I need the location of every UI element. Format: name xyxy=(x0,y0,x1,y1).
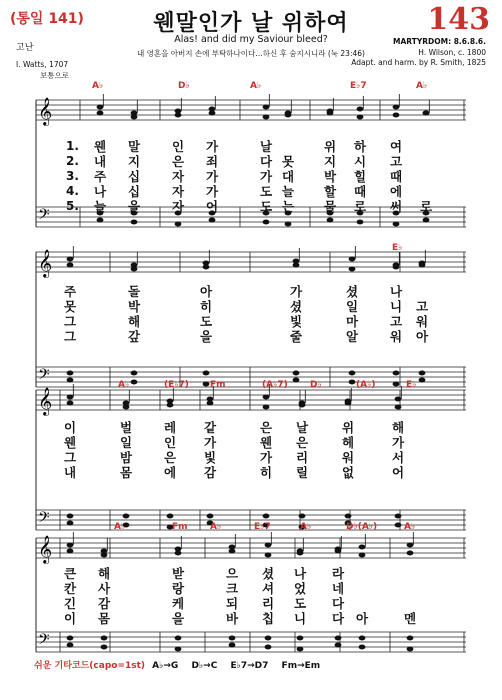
chord-symbol: A♭ xyxy=(300,522,312,532)
notehead xyxy=(265,543,272,548)
notehead xyxy=(393,113,400,118)
lyric-syllable: 아 xyxy=(356,611,369,626)
lyric-syllable: 가 xyxy=(204,435,217,450)
lyric-syllable: 고 xyxy=(416,299,429,314)
notehead xyxy=(299,514,306,519)
lyric-syllable: 날 xyxy=(296,420,309,435)
chord-conversion: A♭→G xyxy=(152,661,179,671)
lyric-syllable: 해 xyxy=(392,420,405,435)
notehead xyxy=(419,263,426,268)
lyric-syllable: 크 xyxy=(226,581,239,596)
lyric-syllable: 가 xyxy=(206,184,219,199)
chord-symbol: Fm xyxy=(210,380,226,390)
notehead xyxy=(67,378,74,383)
notehead xyxy=(349,371,356,376)
lyric-syllable: 일 xyxy=(346,299,359,314)
lyric-syllable: 내 xyxy=(64,465,77,480)
lyric-syllable: 셨 xyxy=(290,299,303,314)
notehead xyxy=(327,218,334,223)
lyric-syllable: 할 xyxy=(324,184,337,199)
notehead xyxy=(345,514,352,519)
notehead xyxy=(67,543,74,548)
lyric-syllable: 고 xyxy=(390,154,403,169)
lyric-syllable: 대 xyxy=(282,169,295,184)
notehead xyxy=(395,397,402,402)
lyric-syllable: 리 xyxy=(262,596,275,611)
lyric-syllable: 었 xyxy=(294,581,307,596)
lyric-syllable: 가 xyxy=(260,450,273,465)
chord-conversion: D♭→C xyxy=(191,661,218,671)
notehead xyxy=(297,551,304,556)
treble-clef-icon: 𝄞 xyxy=(38,97,53,125)
bass-clef-icon: 𝄢 xyxy=(38,509,50,530)
composer-credit: H. Wilson, c. 1800 xyxy=(418,48,486,57)
notehead xyxy=(263,105,270,110)
tune-name: MARTYRDOM: 8.6.8.6. xyxy=(393,37,486,46)
english-title: Alas! and did my Saviour bleed? xyxy=(174,34,328,45)
lyric-syllable: 가 xyxy=(206,169,219,184)
lyric-syllable: 에 xyxy=(390,184,403,199)
lyric-syllable: 웬 xyxy=(64,435,77,450)
notehead xyxy=(209,111,216,116)
notehead xyxy=(327,111,334,116)
lyric-syllable: 헤 xyxy=(342,435,355,450)
lyric-syllable: 나 xyxy=(390,284,403,299)
lyric-syllable: 은 xyxy=(296,435,309,450)
lyric-syllable: 는 xyxy=(282,199,295,214)
lyric-syllable: 가 xyxy=(206,139,219,154)
lyric-syllable: 힐 xyxy=(354,169,367,184)
lyric-syllable: 서 xyxy=(392,450,405,465)
lyric-syllable: 나 xyxy=(294,566,307,581)
lyric-syllable: 가 xyxy=(290,284,303,299)
lyric-syllable: 멘 xyxy=(404,611,417,626)
lyric-syllable: 벌 xyxy=(120,420,133,435)
notehead xyxy=(419,378,426,383)
lyric-syllable: 자 xyxy=(172,169,185,184)
lyric-syllable: 로 xyxy=(420,199,433,214)
notehead xyxy=(263,405,270,410)
lyric-syllable: 긴 xyxy=(64,596,77,611)
chord-symbol: A♭ xyxy=(416,81,428,91)
lyric-syllable: 은 xyxy=(172,154,185,169)
notehead xyxy=(67,549,74,554)
lyric-syllable: 은 xyxy=(260,420,273,435)
lyric-syllable: 인 xyxy=(164,435,177,450)
lyric-syllable: 그 xyxy=(64,329,77,344)
lyric-syllable: 이 xyxy=(64,420,77,435)
notehead xyxy=(131,115,138,120)
notehead xyxy=(393,105,400,110)
notehead xyxy=(285,222,292,227)
treble-clef-icon: 𝄞 xyxy=(38,535,53,563)
lyric-syllable: 랑 xyxy=(172,581,185,596)
notehead xyxy=(357,220,364,225)
notehead xyxy=(297,636,304,641)
notehead xyxy=(349,257,356,262)
lyric-syllable: 워 xyxy=(416,314,429,329)
notehead xyxy=(393,382,400,387)
lyric-syllable: 같 xyxy=(204,420,217,435)
lyric-syllable: 인 xyxy=(172,139,185,154)
notehead xyxy=(293,371,300,376)
lyric-syllable: 써 xyxy=(390,199,403,214)
lyric-syllable: 웬 xyxy=(260,435,273,450)
notehead xyxy=(101,636,108,641)
chord-symbol: D♭ xyxy=(310,380,322,390)
lyric-syllable: 주 xyxy=(64,284,77,299)
hymn-title: 웬말인가 날 위하여 xyxy=(153,11,349,36)
notehead xyxy=(407,543,414,548)
lyric-syllable: 이 xyxy=(64,611,77,626)
notehead xyxy=(67,371,74,376)
lyric-syllable: 늘 xyxy=(282,184,295,199)
lyric-syllable: 십 xyxy=(128,169,141,184)
lyric-syllable: 리 xyxy=(296,450,309,465)
footer-label: 쉬운 기타코드(capo=1st) xyxy=(34,661,146,671)
notehead xyxy=(67,257,74,262)
notehead xyxy=(131,380,138,385)
lyric-syllable: 도 xyxy=(200,314,213,329)
lyric-syllable: 내 xyxy=(94,154,107,169)
chord-symbol: E♭ xyxy=(406,380,417,390)
lyric-syllable: 에 xyxy=(164,465,177,480)
lyric-syllable: 을 xyxy=(172,611,185,626)
chord-symbol: A♭ xyxy=(114,522,126,532)
lyric-syllable: 레 xyxy=(164,420,177,435)
lyric-syllable: 니 xyxy=(294,611,307,626)
notehead xyxy=(359,636,366,641)
notehead xyxy=(359,545,366,550)
lyric-syllable: 마 xyxy=(346,314,359,329)
lyric-syllable: 셨 xyxy=(346,284,359,299)
lyric-syllable: 칸 xyxy=(64,581,77,596)
notehead xyxy=(67,514,74,519)
lyric-syllable: 로 xyxy=(354,199,367,214)
lyric-syllable: 케 xyxy=(172,596,185,611)
lyric-syllable: 릴 xyxy=(296,465,309,480)
bass-clef-icon: 𝄢 xyxy=(38,206,50,227)
notehead xyxy=(357,107,364,112)
lyric-syllable: 그 xyxy=(64,314,77,329)
lyric-syllable: 날 xyxy=(260,139,273,154)
notehead xyxy=(203,371,210,376)
notehead xyxy=(419,371,426,376)
chord-conversion: Fm→Em xyxy=(281,661,321,671)
notehead xyxy=(97,111,104,116)
lyric-syllable: 다 xyxy=(332,611,345,626)
notehead xyxy=(297,647,304,652)
chord-symbol: E♭ xyxy=(392,243,403,253)
chord-symbol: (E♭7) xyxy=(164,380,189,390)
lyric-syllable: 도 xyxy=(260,199,273,214)
notehead xyxy=(359,645,366,650)
notehead xyxy=(349,267,356,272)
lyric-syllable: 때 xyxy=(354,184,367,199)
notehead xyxy=(265,645,272,650)
chord-symbol: E♭7 xyxy=(254,522,271,532)
notehead xyxy=(395,523,402,528)
notehead xyxy=(207,514,214,519)
notehead xyxy=(265,553,272,558)
notehead xyxy=(293,263,300,268)
notehead xyxy=(175,222,182,227)
lyric-syllable: 셨 xyxy=(262,566,275,581)
chord-symbol: D♭(A♭) xyxy=(346,522,378,532)
chord-symbol: A♭ xyxy=(250,81,262,91)
notehead xyxy=(67,401,74,406)
notehead xyxy=(407,647,414,652)
notehead xyxy=(335,643,342,648)
lyric-syllable: 어 xyxy=(206,199,219,214)
lyric-syllable: 해 xyxy=(128,314,141,329)
lyric-syllable: 여 xyxy=(390,139,403,154)
guitar-chord-footer xyxy=(34,658,330,671)
lyric-syllable: 밤 xyxy=(120,450,133,465)
notehead xyxy=(203,382,210,387)
lyric-syllable: 고 xyxy=(390,314,403,329)
notehead xyxy=(175,113,182,118)
lyric-syllable: 다 xyxy=(332,596,345,611)
notehead xyxy=(131,267,138,272)
notehead xyxy=(209,218,216,223)
verse-number: 2. xyxy=(66,154,79,168)
lyric-syllable: 바 xyxy=(226,611,239,626)
lyric-syllable: 니 xyxy=(390,299,403,314)
chord-symbol: (A♭) xyxy=(356,380,376,390)
lyric-syllable: 빛 xyxy=(290,314,303,329)
notehead xyxy=(67,521,74,526)
lyric-syllable: 그 xyxy=(64,450,77,465)
lyric-syllable: 알 xyxy=(346,329,359,344)
tempo-marking: 보통으로 xyxy=(40,71,69,80)
notehead xyxy=(349,380,356,385)
lyric-syllable: 위 xyxy=(324,139,337,154)
notehead xyxy=(263,395,270,400)
notehead xyxy=(175,647,182,652)
notehead xyxy=(123,514,130,519)
notehead xyxy=(203,265,210,270)
lyric-syllable: 감 xyxy=(98,596,111,611)
notehead xyxy=(97,218,104,223)
chord-symbol: Fm xyxy=(172,522,188,532)
lyric-syllable: 도 xyxy=(260,184,273,199)
lyric-syllable: 히 xyxy=(200,299,213,314)
lyric-syllable: 박 xyxy=(324,169,337,184)
lyric-syllable: 워 xyxy=(390,329,403,344)
notehead xyxy=(293,378,300,383)
notehead xyxy=(67,636,74,641)
lyric-syllable: 가 xyxy=(260,169,273,184)
lyric-syllable: 몸 xyxy=(98,611,111,626)
notehead xyxy=(285,113,292,118)
notehead xyxy=(423,111,430,116)
lyric-syllable: 없 xyxy=(342,465,355,480)
notehead xyxy=(265,636,272,641)
notehead xyxy=(345,401,352,406)
treble-clef-icon: 𝄞 xyxy=(38,249,53,277)
lyric-syllable: 위 xyxy=(342,420,355,435)
category-label: 고난 xyxy=(16,43,34,53)
notehead xyxy=(263,514,270,519)
author-credit: I. Watts, 1707 xyxy=(16,60,69,69)
lyric-syllable: 말 xyxy=(128,139,141,154)
lyric-syllable: 줄 xyxy=(290,329,303,344)
lyric-syllable: 물 xyxy=(324,199,337,214)
chord-conversion: E♭7→D7 xyxy=(230,661,269,671)
hymn-number: 143 xyxy=(427,2,490,37)
lyric-syllable: 해 xyxy=(98,566,111,581)
notehead xyxy=(423,218,430,223)
chord-symbol: A♭ xyxy=(210,522,222,532)
lyric-syllable: 지 xyxy=(128,154,141,169)
notehead xyxy=(167,514,174,519)
lyric-syllable: 가 xyxy=(392,435,405,450)
tongil-number: (통일 141) xyxy=(10,11,84,27)
notehead xyxy=(395,514,402,519)
notehead xyxy=(175,551,182,556)
notehead xyxy=(335,549,342,554)
chord-symbol: (A♭7) xyxy=(262,380,288,390)
notehead xyxy=(131,371,138,376)
notehead xyxy=(299,403,306,408)
lyric-syllable: 일 xyxy=(120,435,133,450)
chord-symbol: A♭ xyxy=(118,380,130,390)
notehead xyxy=(335,636,342,641)
notehead xyxy=(101,553,108,558)
chord-symbol: A♭ xyxy=(92,81,104,91)
verse-number: 3. xyxy=(66,169,79,183)
notehead xyxy=(407,551,414,556)
lyric-syllable: 되 xyxy=(226,596,239,611)
lyric-syllable: 감 xyxy=(204,465,217,480)
notehead xyxy=(357,115,364,120)
notehead xyxy=(123,405,130,410)
lyric-syllable: 셔 xyxy=(262,581,275,596)
lyric-syllable: 으 xyxy=(226,566,239,581)
notehead xyxy=(229,643,236,648)
lyric-syllable: 네 xyxy=(332,581,345,596)
lyric-syllable: 못 xyxy=(64,299,77,314)
lyric-syllable: 라 xyxy=(332,566,345,581)
bass-clef-icon: 𝄢 xyxy=(38,631,50,652)
chord-symbol: E♭7 xyxy=(350,81,367,91)
notehead xyxy=(101,645,108,650)
notehead xyxy=(229,636,236,641)
notehead xyxy=(97,105,104,110)
notehead xyxy=(393,222,400,227)
lyric-syllable: 십 xyxy=(128,184,141,199)
verse-number: 5. xyxy=(66,199,79,213)
lyric-syllable: 때 xyxy=(390,169,403,184)
lyric-syllable: 돌 xyxy=(128,284,141,299)
lyric-syllable: 을 xyxy=(200,329,213,344)
notehead xyxy=(407,636,414,641)
lyric-syllable: 칩 xyxy=(262,611,275,626)
lyric-syllable: 도 xyxy=(294,596,307,611)
notehead xyxy=(167,403,174,408)
verse-number: 1. xyxy=(66,139,79,153)
notehead xyxy=(263,115,270,120)
lyric-syllable: 아 xyxy=(200,284,213,299)
lyric-syllable: 자 xyxy=(172,199,185,214)
lyric-syllable: 은 xyxy=(164,450,177,465)
notehead xyxy=(393,371,400,376)
lyric-syllable: 받 xyxy=(172,566,185,581)
lyric-syllable: 웬 xyxy=(94,139,107,154)
lyric-syllable: 못 xyxy=(282,154,295,169)
notehead xyxy=(395,405,402,410)
treble-clef-icon: 𝄞 xyxy=(38,387,53,415)
chord-symbol: D♭ xyxy=(178,81,190,91)
bass-clef-icon: 𝄢 xyxy=(38,366,50,387)
lyric-syllable: 늘 xyxy=(94,199,107,214)
lyric-syllable: 갚 xyxy=(128,329,141,344)
lyric-syllable: 을 xyxy=(128,199,141,214)
lyric-syllable: 아 xyxy=(416,329,429,344)
chord-symbol: A♭ xyxy=(404,522,416,532)
notehead xyxy=(175,636,182,641)
notehead xyxy=(67,263,74,268)
lyric-syllable: 지 xyxy=(324,154,337,169)
arranger-credit: Adapt. and harm. by R. Smith, 1825 xyxy=(351,58,486,67)
lyric-syllable: 죄 xyxy=(206,154,219,169)
notehead xyxy=(393,265,400,270)
lyric-syllable: 워 xyxy=(342,450,355,465)
lyric-syllable: 하 xyxy=(354,139,367,154)
lyric-syllable: 나 xyxy=(94,184,107,199)
lyric-syllable: 몸 xyxy=(120,465,133,480)
lyric-syllable: 시 xyxy=(354,154,367,169)
lyric-syllable: 박 xyxy=(128,299,141,314)
notehead xyxy=(229,549,236,554)
notehead xyxy=(359,553,366,558)
verse-number: 4. xyxy=(66,184,79,198)
notehead xyxy=(67,395,74,400)
lyric-syllable: 사 xyxy=(98,581,111,596)
scripture-reference: 내 영혼을 아버지 손에 부탁하나이다…하신 후 숨지시니라 (눅 23:46) xyxy=(137,49,365,58)
notehead xyxy=(207,401,214,406)
lyric-syllable: 큰 xyxy=(64,566,77,581)
notehead xyxy=(67,643,74,648)
notehead xyxy=(131,220,138,225)
lyric-syllable: 히 xyxy=(260,465,273,480)
lyric-syllable: 빛 xyxy=(204,450,217,465)
notehead xyxy=(263,220,270,225)
lyric-syllable: 주 xyxy=(94,169,107,184)
lyric-syllable: 다 xyxy=(260,154,273,169)
lyric-syllable: 자 xyxy=(172,184,185,199)
lyric-syllable: 어 xyxy=(392,465,405,480)
